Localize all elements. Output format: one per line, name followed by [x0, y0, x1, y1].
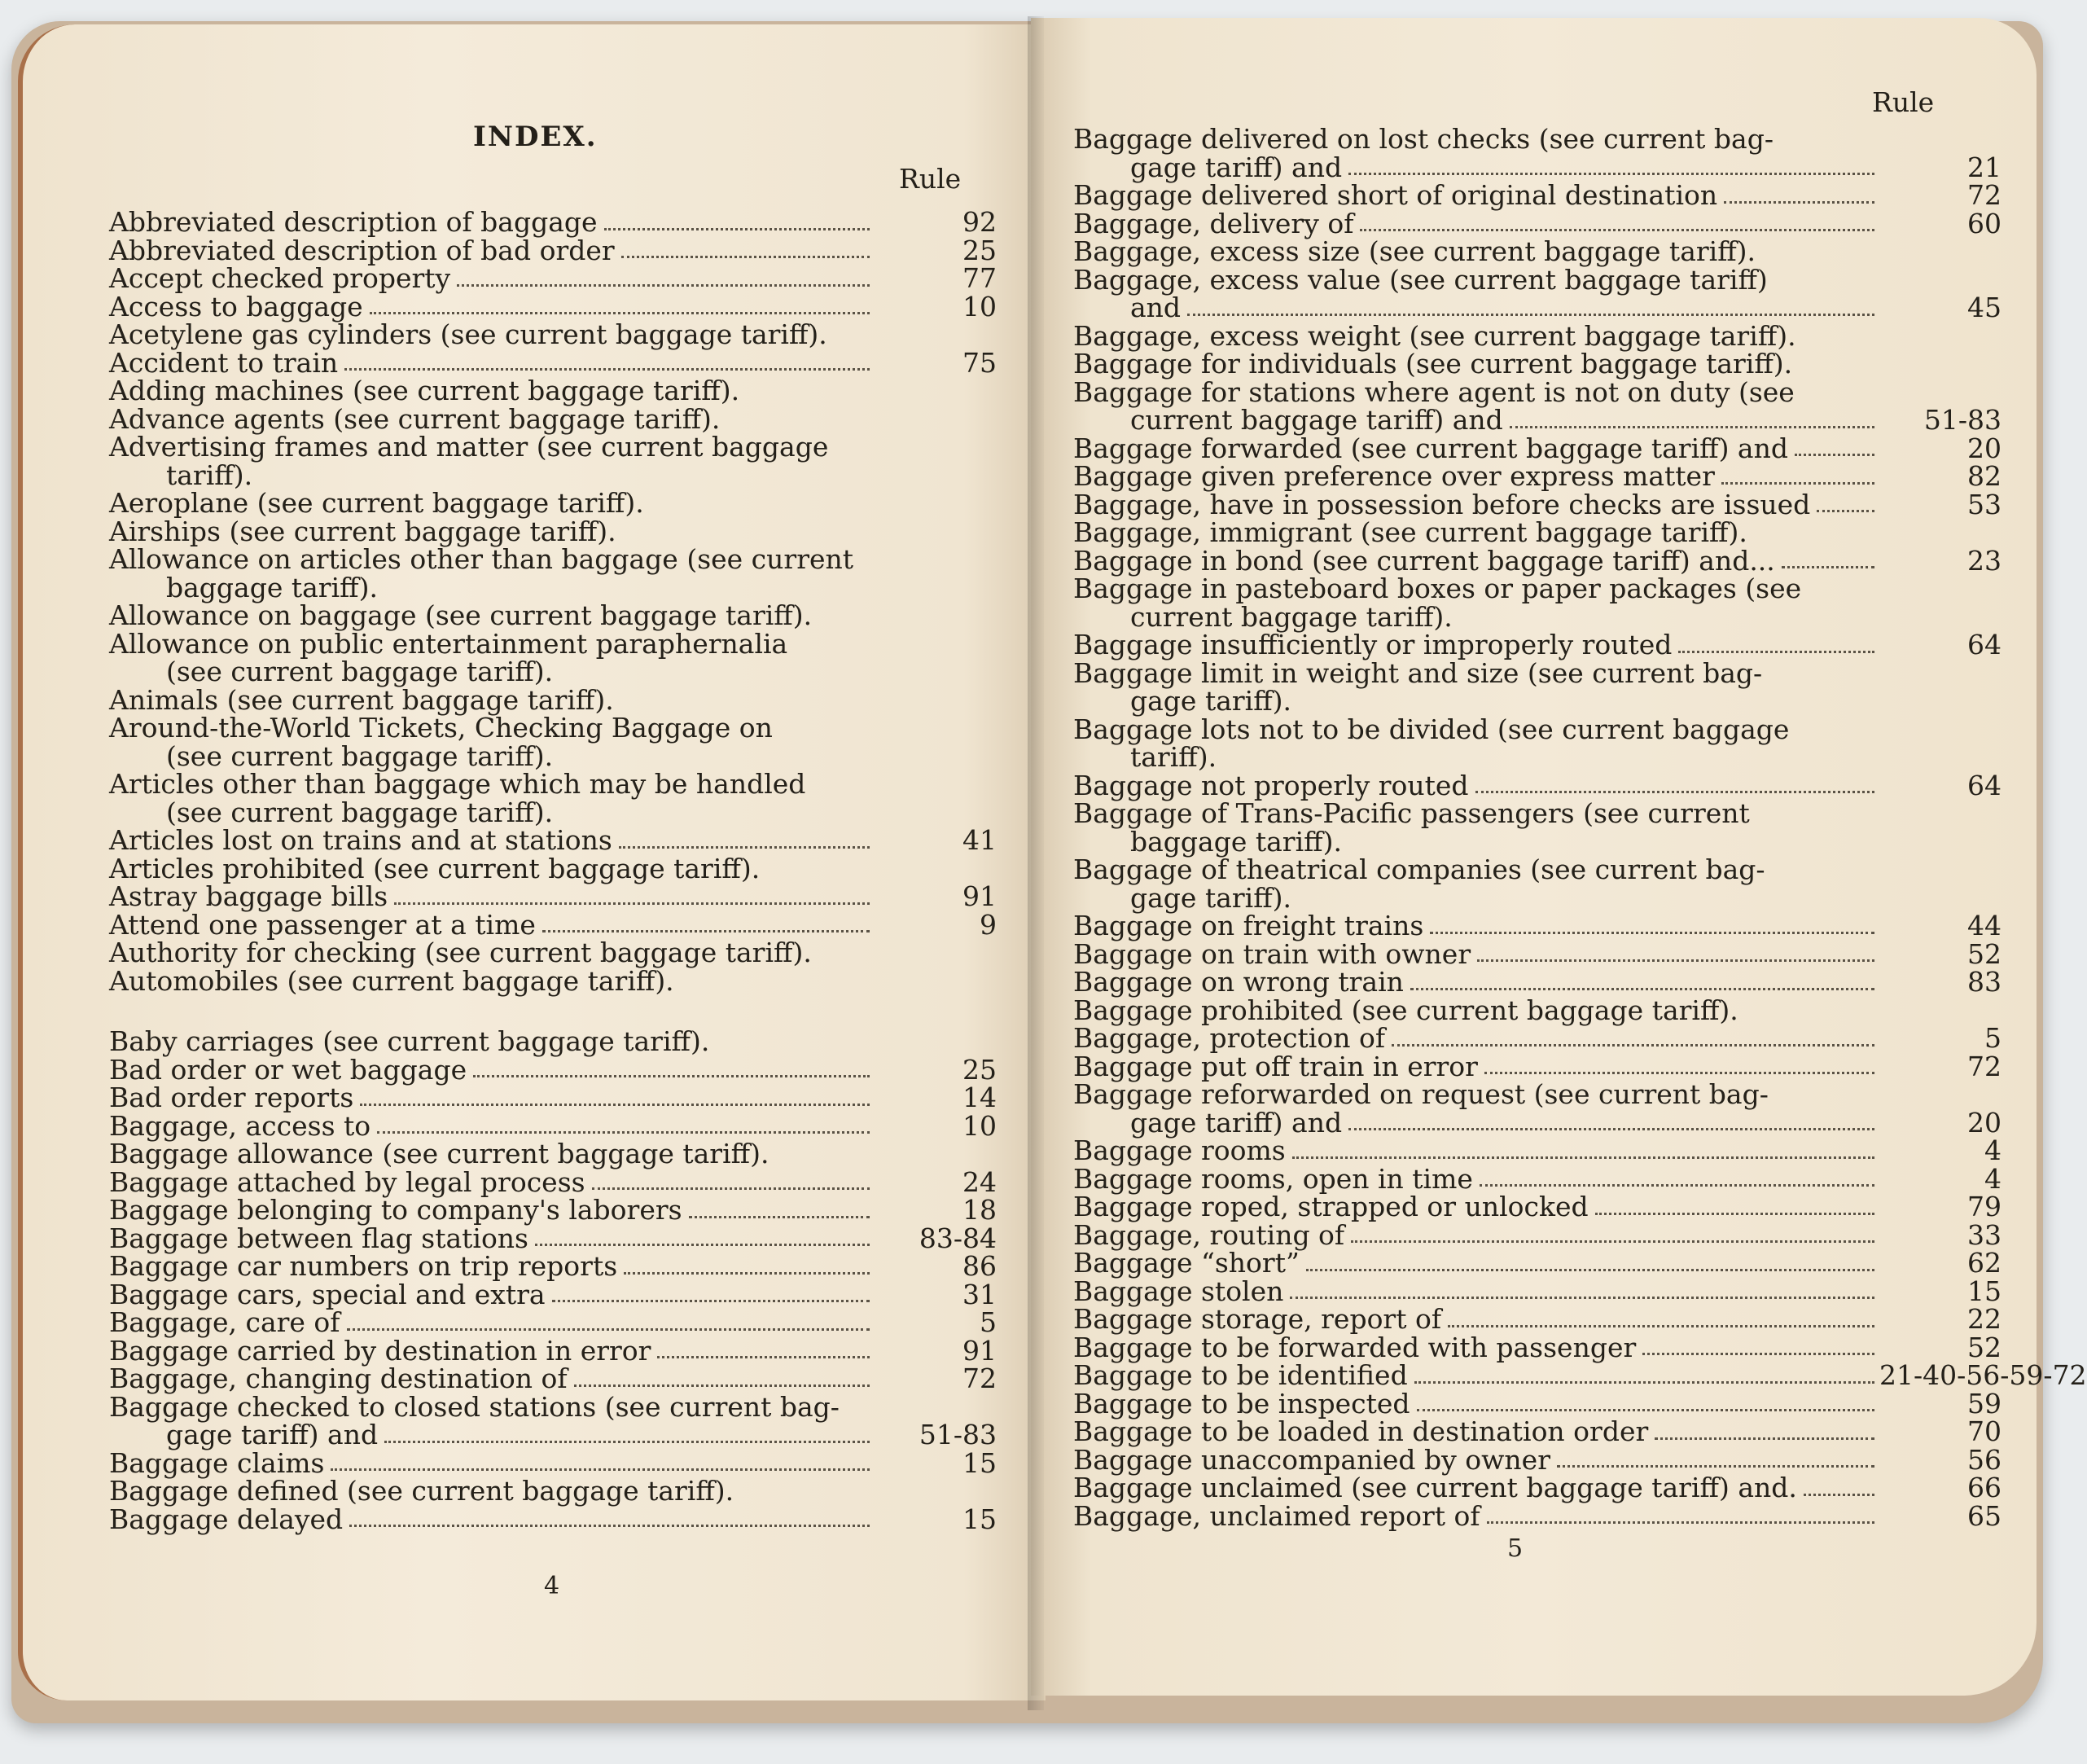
rule-number: 60 — [1967, 207, 2002, 239]
entry-text: Access to baggage — [109, 290, 363, 323]
index-entry — [1073, 1249, 2002, 1278]
entry-text: Baggage “short” — [1073, 1247, 1300, 1279]
index-entry — [1073, 319, 2002, 352]
rule-number: 83 — [1967, 966, 2002, 998]
dot-leader — [1290, 1297, 1874, 1299]
dot-leader — [344, 368, 870, 371]
index-entry — [1073, 1499, 2002, 1532]
rule-number: 77 — [962, 262, 997, 294]
index-entry — [1073, 1078, 2002, 1139]
index-entry — [1073, 769, 2002, 801]
entry-text: Baggage storage, report of — [1073, 1303, 1442, 1335]
entry-text: Baggage on wrong train — [1073, 966, 1404, 998]
dot-leader — [574, 1384, 870, 1387]
rule-number: 15 — [962, 1503, 997, 1535]
rule-number: 15 — [962, 1446, 997, 1479]
rule-number: 62 — [1967, 1247, 2002, 1279]
dot-leader — [535, 1244, 870, 1246]
entry-text: Baggage to be forwarded with passenger — [1073, 1331, 1637, 1363]
entry-continuation: gage tariff) and — [1130, 1106, 1343, 1139]
rule-number: 22 — [1967, 1303, 2002, 1335]
entry-text: Acetylene gas cylinders (see current baggage tariff). — [109, 318, 827, 350]
index-entry — [109, 1196, 997, 1225]
dot-leader — [1795, 454, 1874, 456]
entry-continuation: gage tariff). — [1130, 881, 1292, 914]
index-entry — [109, 683, 997, 716]
entry-continuation: (see current baggage tariff). — [166, 796, 554, 828]
rule-number: 72 — [962, 1362, 997, 1394]
dot-leader — [1292, 1156, 1874, 1159]
entry-text: Baggage allowance (see current baggage tariff). — [109, 1138, 769, 1169]
entry-continuation: gage tariff) and — [166, 1419, 379, 1450]
index-entry — [1073, 968, 2002, 997]
entry-text: Allowance on public entertainment paraphernalia — [109, 627, 788, 660]
index-entry — [1073, 350, 2002, 379]
index-entry — [1073, 1359, 2087, 1391]
rule-number: 4 — [1984, 1134, 2002, 1166]
index-entry — [1073, 235, 2002, 267]
entry-text: Baggage for individuals (see current baggage tariff). — [1073, 348, 1793, 380]
dot-leader — [1448, 1325, 1874, 1327]
entry-text: Aeroplane (see current baggage tariff). — [109, 487, 644, 519]
rule-number: 91 — [962, 1334, 997, 1367]
index-entry — [109, 627, 997, 687]
rule-number: 23 — [1967, 544, 2002, 577]
index-entry — [1073, 575, 2002, 631]
index-entry — [109, 908, 997, 941]
rule-number: 70 — [1967, 1415, 2002, 1447]
entry-text: Baggage to be identified — [1073, 1359, 1408, 1391]
rule-number: 10 — [962, 290, 997, 323]
rule-number: 82 — [1967, 460, 2002, 492]
section-gap — [109, 995, 997, 1028]
entry-text: Advertising frames and matter (see current baggage — [109, 431, 829, 463]
index-entry — [109, 1362, 997, 1394]
index-entry — [1073, 1415, 2002, 1447]
rule-number: 65 — [1967, 1499, 2002, 1532]
dot-leader — [1557, 1465, 1874, 1468]
rule-number: 31 — [962, 1278, 997, 1310]
entry-text: Baggage claims — [109, 1446, 325, 1479]
dot-leader — [1475, 791, 1874, 793]
index-entry — [109, 489, 997, 518]
right-page — [1031, 18, 2087, 1696]
rule-number: 52 — [1967, 1331, 2002, 1363]
index-entry — [109, 770, 997, 827]
entry-text: Articles lost on trains and at stations — [109, 824, 612, 856]
rule-number: 83-84 — [919, 1222, 997, 1254]
index-entry — [1073, 1474, 2002, 1503]
entry-text: Baggage car numbers on trip reports — [109, 1250, 618, 1282]
index-entry — [1073, 1162, 2002, 1195]
rule-number: 15 — [1967, 1275, 2002, 1307]
rule-number: 86 — [962, 1250, 997, 1282]
entry-text: Baggage given preference over express matter — [1073, 460, 1715, 492]
entry-continuation: current baggage tariff). — [1130, 600, 1453, 633]
page-number: 5 — [1507, 1534, 1524, 1563]
index-entry — [109, 824, 997, 856]
entry-continuation: baggage tariff). — [1130, 825, 1342, 858]
entry-text: Baggage checked to closed stations (see current bag- — [109, 1390, 840, 1423]
index-list — [109, 208, 997, 1534]
rule-number: 79 — [1967, 1191, 2002, 1222]
rule-number: 21 — [1967, 151, 2002, 183]
index-entry — [109, 1334, 997, 1367]
index-entry — [1073, 1275, 2002, 1307]
entry-text: Baggage rooms, open in time — [1073, 1162, 1473, 1195]
rule-number: 75 — [962, 346, 997, 379]
rule-number: 21-40-56-59-72 — [1879, 1359, 2087, 1391]
dot-leader — [1430, 932, 1874, 934]
index-entry — [109, 714, 997, 770]
entry-text: Bad order or wet baggage — [109, 1053, 467, 1086]
index-entry — [1073, 263, 2002, 323]
entry-text: Baggage, immigrant (see current baggage tariff). — [1073, 516, 1747, 548]
index-entry — [109, 433, 997, 489]
entry-text: Baggage reforwarded on request (see current bag- — [1073, 1078, 1769, 1110]
rule-number: 51-83 — [1923, 404, 2002, 436]
book-gutter — [1028, 16, 1044, 1710]
dot-leader — [377, 1131, 870, 1134]
entry-text: Allowance on baggage (see current baggage tariff). — [109, 599, 813, 631]
index-entry — [109, 1278, 997, 1310]
dot-leader — [1595, 1213, 1874, 1215]
entry-text: Baggage, have in possession before checks are issued — [1073, 488, 1811, 520]
dot-leader — [689, 1216, 870, 1218]
entry-text: Baggage, routing of — [1073, 1218, 1345, 1251]
dot-leader — [1817, 510, 1874, 512]
index-entry — [1073, 853, 2002, 914]
index-entry — [109, 1222, 997, 1254]
index-entry — [1073, 1193, 2002, 1222]
dot-leader — [1724, 201, 1874, 204]
entry-text: Baggage for stations where agent is not on duty (see — [1073, 375, 1795, 408]
index-entry — [109, 1446, 997, 1479]
index-entry — [109, 1053, 997, 1086]
index-entry — [1073, 432, 2002, 464]
index-entry — [109, 377, 997, 406]
index-entry — [109, 402, 997, 435]
index-entry — [109, 1250, 997, 1282]
rule-number: 44 — [1967, 910, 2002, 941]
index-entry — [109, 880, 997, 912]
index-entry — [109, 599, 997, 631]
index-entry — [109, 939, 997, 968]
entry-text: Baggage in pasteboard boxes or paper packages (see — [1073, 573, 1802, 604]
entry-text: Baggage delivered short of original destination — [1073, 179, 1718, 211]
entry-continuation: baggage tariff). — [166, 571, 378, 603]
rule-number: 20 — [1967, 432, 2002, 464]
index-entry — [1073, 516, 2002, 548]
entry-text: Baggage between flag stations — [109, 1222, 528, 1254]
index-entry — [1073, 631, 2002, 660]
entry-text: Adding machines (see current baggage tariff). — [109, 375, 740, 406]
dot-leader — [1480, 1184, 1874, 1187]
dot-leader — [347, 1328, 870, 1331]
dot-leader — [331, 1468, 870, 1471]
entry-text: Around-the-World Tickets, Checking Baggage on — [109, 712, 773, 744]
entry-continuation: and — [1130, 292, 1182, 323]
rule-number: 53 — [1967, 488, 2002, 520]
index-entry — [109, 1477, 997, 1506]
entry-continuation: (see current baggage tariff). — [166, 739, 554, 772]
dot-leader — [1510, 426, 1874, 428]
entry-text: Baggage, changing destination of — [109, 1362, 568, 1394]
dot-leader — [384, 1441, 870, 1443]
left-page — [18, 24, 1046, 1700]
entry-text: Baggage, excess value (see current baggage tariff) — [1073, 263, 1768, 296]
index-entry — [109, 852, 997, 884]
entry-text: Abbreviated description of baggage — [109, 206, 598, 238]
index-entry — [109, 1390, 997, 1450]
index-entry — [1073, 544, 2002, 577]
rule-number: 72 — [1967, 1050, 2002, 1082]
index-entry — [109, 290, 997, 323]
entry-text: Baggage delivered on lost checks (see current bag- — [1073, 123, 1774, 155]
index-entry — [109, 1109, 997, 1142]
entry-text: Baggage, unclaimed report of — [1073, 1499, 1480, 1532]
entry-text: Baggage, excess size (see current baggage tariff). — [1073, 235, 1756, 267]
index-entry — [1073, 179, 2002, 211]
index-entry — [1073, 713, 2002, 773]
dot-leader — [360, 1104, 870, 1106]
index-entry — [1073, 1387, 2002, 1420]
entry-text: Advance agents (see current baggage tariff). — [109, 402, 721, 435]
entry-text: Baggage in bond (see current baggage tariff) and... — [1073, 544, 1775, 577]
entry-text: Bad order reports — [109, 1082, 354, 1113]
index-entry — [1073, 125, 2002, 182]
dot-leader — [604, 228, 870, 230]
index-list — [1073, 123, 2087, 1532]
index-entry — [1073, 797, 2002, 858]
entry-continuation: (see current baggage tariff). — [166, 656, 554, 687]
index-entry — [109, 964, 997, 997]
dot-leader — [370, 312, 870, 314]
entry-continuation: current baggage tariff) and — [1130, 404, 1503, 436]
index-entry — [1073, 1022, 2002, 1054]
rule-number: 56 — [1967, 1443, 2002, 1476]
index-entry — [109, 1503, 997, 1535]
dot-leader — [1721, 482, 1874, 485]
dot-leader — [552, 1300, 870, 1302]
entry-text: Baggage put off train in error — [1073, 1050, 1478, 1082]
dot-leader — [657, 1356, 870, 1358]
index-entry — [109, 543, 997, 603]
index-entry — [109, 1165, 997, 1198]
entry-continuation: tariff). — [166, 459, 253, 491]
rule-column-header: Rule — [899, 163, 962, 195]
entry-text: Baggage attached by legal process — [109, 1165, 585, 1198]
entry-text: Baggage forwarded (see current baggage tariff) and — [1073, 432, 1788, 464]
entry-text: Baggage defined (see current baggage tariff). — [109, 1475, 734, 1507]
index-entry — [1073, 1050, 2002, 1082]
rule-number: 5 — [1984, 1022, 2002, 1054]
entry-continuation: gage tariff). — [1130, 685, 1292, 717]
dot-leader — [1410, 988, 1874, 990]
entry-text: Baggage carried by destination in error — [109, 1334, 651, 1367]
rule-number: 52 — [1967, 937, 2002, 970]
entry-text: Baggage stolen — [1073, 1275, 1284, 1307]
dot-leader — [624, 1272, 870, 1275]
rule-number: 18 — [962, 1194, 997, 1226]
index-entry — [109, 318, 997, 350]
dot-leader — [1484, 1072, 1874, 1074]
entry-text: Baggage delayed — [109, 1503, 344, 1535]
dot-leader — [457, 284, 870, 287]
dot-leader — [349, 1525, 870, 1527]
dot-leader — [619, 846, 870, 849]
entry-text: Attend one passenger at a time — [109, 908, 536, 941]
rule-number: 64 — [1967, 629, 2002, 660]
entry-text: Allowance on articles other than baggage (see current — [109, 543, 854, 575]
rule-number: 33 — [1967, 1218, 2002, 1251]
index-entry — [109, 1084, 997, 1112]
entry-text: Baggage roped, strapped or unlocked — [1073, 1191, 1589, 1222]
rule-number: 41 — [962, 824, 997, 856]
rule-number: 51-83 — [919, 1419, 997, 1450]
index-entry — [1073, 994, 2002, 1026]
rule-number: 20 — [1967, 1106, 2002, 1139]
entry-text: Accept checked property — [109, 262, 451, 294]
index-entry — [109, 1025, 997, 1057]
dot-leader — [1392, 1044, 1874, 1047]
dot-leader — [1655, 1437, 1874, 1440]
dot-leader — [1804, 1494, 1874, 1496]
index-entry — [1073, 1134, 2002, 1166]
entry-text: Baggage unaccompanied by owner — [1073, 1443, 1550, 1476]
dot-leader — [1782, 566, 1874, 568]
dot-leader — [1417, 1409, 1874, 1411]
rule-number: 45 — [1967, 292, 2002, 323]
entry-text: Baggage of theatrical companies (see current bag- — [1073, 853, 1765, 885]
rule-number: 91 — [962, 880, 997, 912]
dot-leader — [1414, 1381, 1874, 1384]
entry-continuation: gage tariff) and — [1130, 151, 1343, 183]
page-title: INDEX. — [473, 121, 598, 153]
rule-number: 24 — [962, 1165, 997, 1198]
index-entry — [1073, 1305, 2002, 1334]
rule-number: 10 — [962, 1109, 997, 1142]
entry-text: Baggage unclaimed (see current baggage tariff) and. — [1073, 1472, 1797, 1503]
entry-text: Baggage on train with owner — [1073, 937, 1471, 970]
dot-leader — [1348, 1128, 1874, 1130]
index-entry — [1073, 1218, 2002, 1251]
rule-number: 5 — [980, 1306, 997, 1338]
dot-leader — [473, 1075, 870, 1077]
rule-number: 59 — [1967, 1387, 2002, 1420]
entry-text: Articles other than baggage which may be handled — [109, 768, 806, 800]
rule-number: 92 — [962, 206, 997, 238]
page-number: 4 — [544, 1572, 560, 1600]
rule-number: 72 — [1967, 179, 2002, 211]
entry-text: Baggage, care of — [109, 1306, 340, 1338]
entry-text: Animals (see current baggage tariff). — [109, 683, 614, 716]
index-entry — [109, 262, 997, 294]
dot-leader — [1187, 314, 1874, 316]
entry-continuation: tariff). — [1130, 741, 1217, 773]
rule-number: 14 — [962, 1082, 997, 1113]
entry-text: Baggage of Trans-Pacific passengers (see current — [1073, 797, 1750, 829]
index-entry — [1073, 488, 2002, 520]
rule-number: 64 — [1967, 769, 2002, 801]
index-entry — [109, 515, 997, 547]
entry-text: Automobiles (see current baggage tariff). — [109, 964, 674, 997]
index-entry — [1073, 656, 2002, 717]
entry-text: Baggage to be inspected — [1073, 1387, 1410, 1420]
index-entry — [109, 346, 997, 379]
entry-text: Baggage, access to — [109, 1109, 371, 1142]
index-entry — [109, 1140, 997, 1169]
dot-leader — [1360, 229, 1874, 231]
dot-leader — [1351, 1240, 1874, 1243]
entry-text: Articles prohibited (see current baggage tariff). — [109, 852, 761, 884]
entry-text: Baggage cars, special and extra — [109, 1278, 546, 1310]
rule-column-header: Rule — [1872, 86, 1935, 118]
entry-text: Astray baggage bills — [109, 880, 388, 912]
entry-text: Baggage lots not to be divided (see current baggage — [1073, 713, 1790, 745]
index-entry — [1073, 207, 2002, 239]
entry-text: Baggage, protection of — [1073, 1022, 1386, 1054]
dot-leader — [1348, 173, 1874, 175]
entry-text: Baggage insufficiently or improperly routed — [1073, 629, 1673, 660]
index-entry — [1073, 460, 2002, 492]
entry-text: Baggage rooms — [1073, 1134, 1286, 1166]
dot-leader — [1642, 1353, 1874, 1355]
entry-text: Baggage, delivery of — [1073, 207, 1354, 239]
dot-leader — [1306, 1269, 1874, 1271]
entry-text: Baggage limit in weight and size (see current bag- — [1073, 656, 1763, 689]
entry-text: Baggage not properly routed — [1073, 769, 1469, 801]
dot-leader — [592, 1187, 870, 1190]
dot-leader — [621, 256, 870, 258]
dot-leader — [1678, 651, 1874, 653]
entry-text: Baggage prohibited (see current baggage tariff). — [1073, 994, 1738, 1026]
rule-number: 25 — [962, 234, 997, 266]
index-entry — [1073, 1331, 2002, 1363]
entry-text: Authority for checking (see current baggage tariff). — [109, 937, 812, 968]
entry-text: Baby carriages (see current baggage tariff). — [109, 1025, 710, 1057]
rule-number: 4 — [1984, 1162, 2002, 1195]
dot-leader — [542, 930, 870, 932]
rule-number: 9 — [980, 908, 997, 941]
index-entry — [109, 208, 997, 237]
entry-text: Accident to train — [109, 346, 339, 379]
index-entry — [109, 234, 997, 266]
index-entry — [109, 1306, 997, 1338]
index-entry — [1073, 1443, 2002, 1476]
rule-number: 25 — [962, 1053, 997, 1086]
entry-text: Baggage belonging to company's laborers — [109, 1194, 682, 1226]
dot-leader — [1477, 959, 1874, 962]
entry-text: Airships (see current baggage tariff). — [109, 515, 616, 547]
index-entry — [1073, 375, 2002, 436]
entry-text: Baggage to be loaded in destination order — [1073, 1415, 1649, 1447]
rule-number: 66 — [1967, 1472, 2002, 1503]
entry-text: Baggage on freight trains — [1073, 910, 1424, 941]
entry-text: Baggage, excess weight (see current baggage tariff). — [1073, 319, 1796, 352]
index-entry — [1073, 912, 2002, 941]
index-entry — [1073, 937, 2002, 970]
dot-leader — [394, 902, 870, 905]
dot-leader — [1487, 1521, 1874, 1524]
entry-text: Abbreviated description of bad order — [109, 234, 615, 266]
